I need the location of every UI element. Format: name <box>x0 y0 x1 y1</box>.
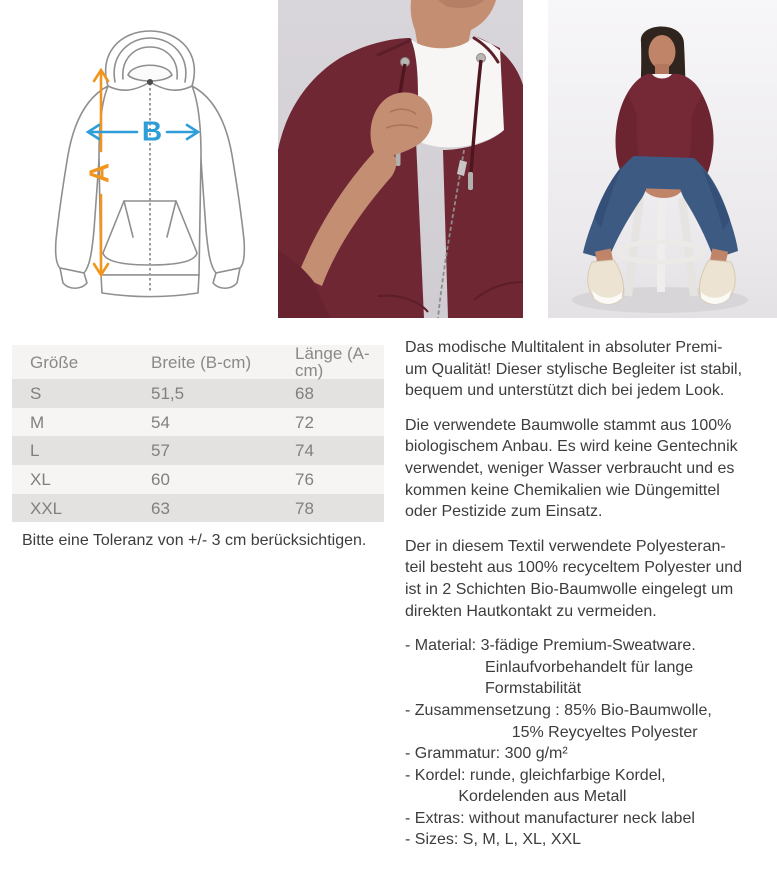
model-face <box>649 35 676 69</box>
tolerance-note: Bitte eine Toleranz von +/- 3 cm berücksichtigen. <box>22 532 367 549</box>
seated-model-illustration <box>548 0 777 318</box>
size-cell: M <box>30 412 45 432</box>
size-table-header-row <box>12 345 384 379</box>
col-header-width: Breite (B-cm) <box>151 352 252 372</box>
table-row-xxl <box>12 494 384 523</box>
description-paragraph-2: Die verwendete Baumwolle stammt aus 100% biologischem Anbau. Es wird keine Gentechnik verwendet, weniger Wasser verbraucht und es kommen keine Chemikalien wie Düngemittel oder Pestizide zum Einsatz. <box>405 416 738 521</box>
product-photo-seated-model <box>548 0 777 318</box>
product-description <box>405 337 777 851</box>
table-row-xl <box>12 465 384 494</box>
length-cell: 76 <box>295 469 314 489</box>
length-cell: 72 <box>295 412 314 432</box>
hoodie-measurement-diagram <box>45 25 255 315</box>
width-cell: 54 <box>151 412 170 432</box>
diagram-hood-opening <box>128 65 172 81</box>
closeup-illustration <box>278 0 523 318</box>
width-cell: 60 <box>151 469 170 489</box>
size-cell: L <box>30 441 40 461</box>
table-row-l <box>12 436 384 465</box>
size-cell: XXL <box>30 498 63 518</box>
col-header-size: Größe <box>30 352 79 372</box>
diagram-zipper-top <box>147 79 153 85</box>
col-header-length: Länge (A-cm) <box>295 344 370 380</box>
size-cell: XL <box>30 469 51 489</box>
length-label: A <box>83 162 115 184</box>
length-cell: 68 <box>295 383 314 403</box>
width-cell: 63 <box>151 498 170 518</box>
description-spec-list: - Material: 3-fädige Premium-Sweatware. Einlaufvorbehandelt für lange Formstabilität - Zusammensetzung : 85% Bio-Baumwolle, 15% Reycyeltes Polyester - Grammatur: 300 g/m² - Kordel: runde, gleichfarbige Kordel, Kordelenden aus Metall - Extras: without manufacturer neck label - Sizes: S, M, L, XL, XXL <box>405 637 712 849</box>
size-cell: S <box>30 383 42 403</box>
width-cell: 51,5 <box>151 383 185 403</box>
width-label: B <box>141 115 163 147</box>
description-paragraph-3: Der in diesem Textil verwendete Polyesteran- teil besteht aus 100% recyceltem Polyester und ist in 2 Schichten Bio-Baumwolle eingelegt um direkten Hautkontakt zu vermeiden. <box>405 537 743 620</box>
width-cell: 57 <box>151 441 170 461</box>
product-photo-closeup <box>278 0 523 318</box>
length-cell: 74 <box>295 441 314 461</box>
size-table <box>12 345 384 522</box>
table-row-s <box>12 379 384 408</box>
description-paragraph-1: Das modische Multitalent in absoluter Premi- um Qualität! Dieser stylische Begleiter ist stabil, bequem und unterstützt dich bei jedem Look. <box>405 339 743 400</box>
length-cell: 78 <box>295 498 314 518</box>
right-aglet <box>468 172 473 190</box>
table-row-m <box>12 408 384 437</box>
hoodie-line-drawing <box>45 25 255 315</box>
